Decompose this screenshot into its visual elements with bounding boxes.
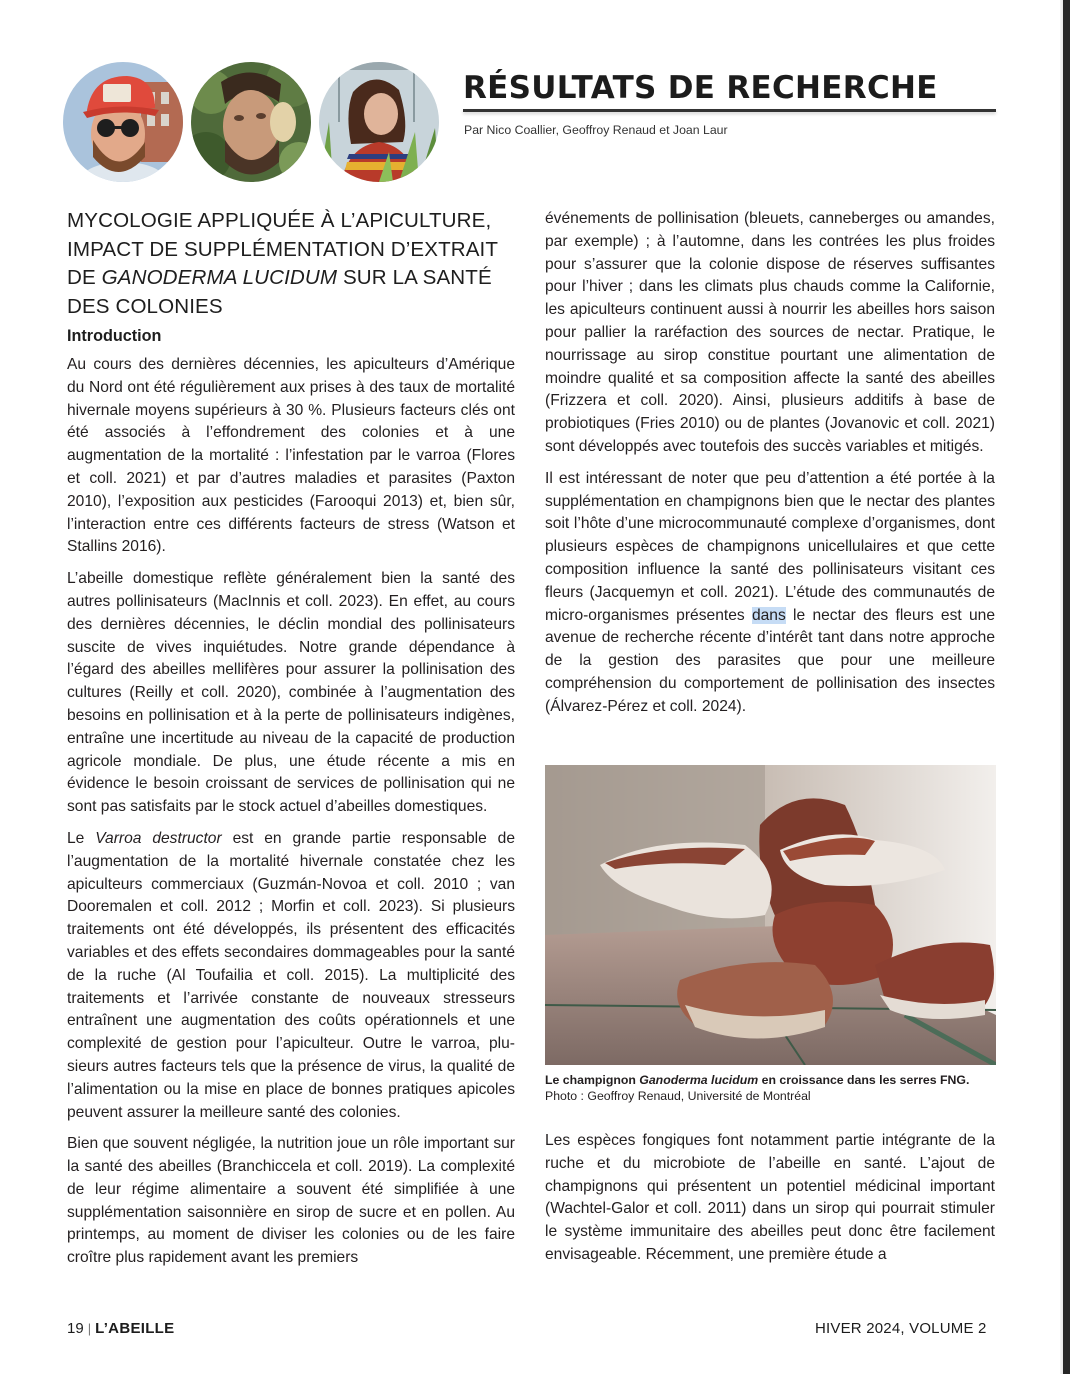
photo-caption: [545, 1073, 1000, 1104]
paragraph: [545, 468, 995, 719]
ganoderma-photo: [545, 765, 996, 1065]
article-title-part1: MYCOLOGIE APPLIQUÉE À L’APICULTURE, IMPACT DE SUPPLÉMENTATION D’EXTRAIT DE: [67, 209, 498, 289]
magazine-name: L’ABEILLE: [95, 1320, 175, 1337]
caption-text: Le champignon: [545, 1073, 640, 1087]
article-title-species: GANODERMA LUCIDUM: [101, 266, 338, 289]
page-footer-left: [67, 1320, 174, 1337]
section-title: RÉSULTATS DE RECHERCHE: [463, 70, 938, 106]
mushroom-photo-icon: [545, 765, 996, 1065]
paragraph: Les espèces fongiques font notamment partie intégrante de la ruche et du microbiote de l’abeille en santé. L’ajout de champignons qui présentent un potentiel médicinal important (Wachtel-Galor et coll. 2011) dans un sirop qui pourrait stimuler le système immunitaire des abeilles peut donc être facilement envisageable. Récemment, une première étude a: [545, 1132, 995, 1263]
paragraph: événements de pollinisation (bleuets, canneberges ou amandes, par exemple) ; à l’automne, dans les contrées les plus froides pour s’assurer que la colonie dispose de réserves suffisantes pour l’hiver ; dans les climats plus chauds comme la Californie, les apiculteurs continuent aussi à nourrir les abeilles hors saison pour pallier la raréfaction des sources de nectar. Pratique, le nourrissage au sirop constitue pourtant une alimentation de moindre qualité et sa composition affecte la santé des abeilles (Frizzera et coll. 2020). Ainsi, plusieurs additifs à base de probiotiques (Fries 2010) ou de plantes (Jovanovic et coll. 2021) sont développés avec toutefois des succès variables et mitigés.: [545, 210, 995, 455]
author-photo-icon: [319, 62, 439, 182]
photo-credit: Photo : Geoffroy Renaud, Université de Montréal: [545, 1088, 811, 1103]
caption-species: Ganoderma lucidum: [639, 1073, 759, 1087]
viewer-edge: [1063, 0, 1070, 1374]
caption-bold: [545, 1073, 969, 1087]
paragraph-text: Il est intéressant de noter que peu d’attention a été portée à la supplémentation en champignons bien que le nectar des plantes soit l’hôte d’une microcommunauté complexe d’organismes, dont plusieurs espèces de champignons unicellulaires et que cette composition influence la santé des pollinisateurs visitant ces fleurs (Jacquemyn et coll. 2021). L’étude des communautés de micro-organismes présentes: [545, 469, 995, 624]
author-photo-geoffroy-renaud: [191, 62, 311, 182]
paragraph: L’abeille domestique reflète généralement bien la santé des autres pollinisateurs (MacInnis et coll. 2023). En effet, au cours des dernières décennies, le déclin mondial des pollinisateurs suscite de vives inquiétudes. Notre grande dépendance à l’égard des abeilles mellifères pour assurer la pollinisation des cultures (Reilly et coll. 2020), combinée à l’augmentation des besoins en pollinisation et à la perte de pollinisateurs indigènes, entraîne une incertitude au niveau de la capacité de production agricole mondiale. De plus, une étude récente a mis en évidence le besoin croissant de services de pollinisation qui ne sont pas satisfaits par le stock actuel d’abeilles domestiques.: [67, 570, 515, 816]
footer-separator: |: [87, 1321, 92, 1336]
paragraph: Au cours des dernières décennies, les apiculteurs d’Amérique du Nord ont été régulièrement aux prises à des taux de mortalité hivernale moyens supérieurs à 30 %. Plusieurs facteurs clés ont été associés à l’effondrement des colonies et à une augmentation de la mortalité : l’infestation par le varroa (Flores et coll. 2021) et par d’autres maladies et parasites (Paxton 2010), l’exposition aux pesticides (Farooqui 2013) et, bien sûr, l’interaction entre ces différents facteurs de stress (Watson et Stallins 2016).: [67, 356, 515, 556]
author-photo-icon: [63, 62, 183, 182]
caption-text: en croissance dans les serres FNG.: [758, 1073, 970, 1087]
author-photo-icon: [191, 62, 311, 182]
paragraph: [67, 828, 515, 1124]
body-column-right-continued: [545, 1130, 995, 1276]
author-photo-joan-laur: [319, 62, 439, 182]
page-number: 19: [67, 1320, 84, 1337]
paragraph-text: le nectar des fleurs est une avenue de recherche récente d’intérêt tant dans notre approche de la gestion des parasites que pour une meilleure compréhension du comportement de pollinisation des insectes (Álvarez-Pérez et coll. 2024).: [545, 606, 995, 715]
paragraph-text: Le: [67, 829, 96, 847]
article-title: [67, 207, 522, 321]
byline: Par Nico Coallier, Geoffroy Renaud et Joan Laur: [464, 123, 728, 137]
issue-label: HIVER 2024, VOLUME 2: [815, 1320, 987, 1337]
article-title-part2: SUR LA SANTÉ DES COLONIES: [67, 266, 492, 318]
body-column-right: [545, 208, 995, 728]
paragraph-text: est en grande partie responsable de l’augmentation de la mortalité hivernale constatée chez les apiculteurs commerciaux (Guzmán-Novoa et coll. 2010 ; van Dooremalen et coll. 2012 ; Morfin et coll. 2023). Si plusieurs traitements ont été développés, ils présentent des efficacités variables et des effets secondaires dommageables pour la santé de la ruche (Al Toufailia et coll. 2015). La multiplicité des traitements et l’arrivée constante de nouveaux stresseurs entraînent une augmentation des coûts opérationnels et une complexité de gestion pour l’apiculteur. Outre le varroa, plusieurs autres facteurs tels que la présence de virus, la qualité de l’alimentation ou la mise en place de bonnes pratiques apicoles peuvent assurer la meilleure santé des colonies.: [67, 829, 515, 1121]
title-rule: [463, 109, 996, 112]
species-name: Varroa destructor: [95, 829, 222, 847]
body-column-left: [67, 354, 515, 1279]
author-photo-nico-coallier: [63, 62, 183, 182]
paragraph: Bien que souvent négligée, la nutrition joue un rôle important sur la santé des abeilles (Branchiccela et coll. 2019). La complexité de leur régime alimentaire a souvent été simplifiée à une supplémentation saisonnière en sirop de sucre et en pollen. Au printemps, au moment de diviser les colonies ou de les faire croître plus rapidement avant les premiers: [67, 1135, 515, 1267]
section-subheading: Introduction: [67, 327, 162, 345]
selected-text[interactable]: dans: [751, 606, 786, 624]
